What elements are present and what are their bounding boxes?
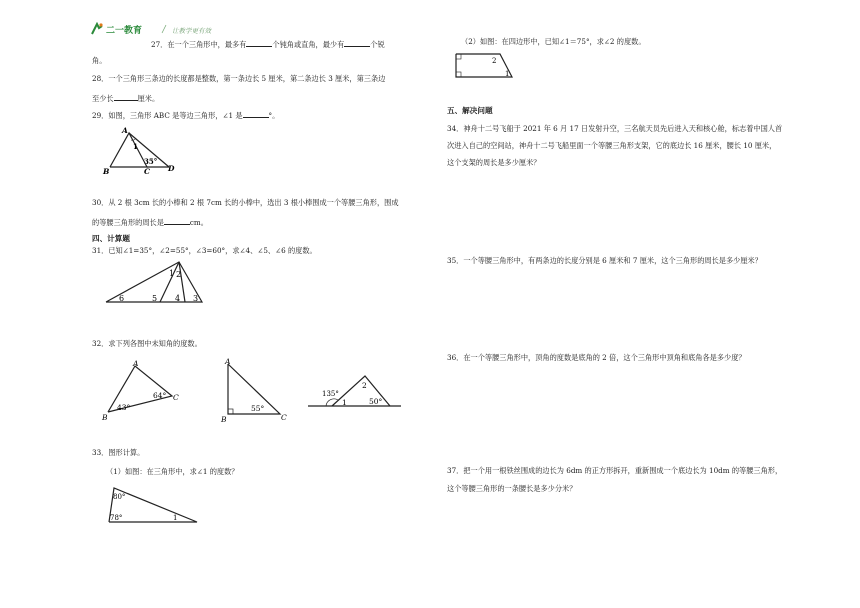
angle-icon: ∠ (222, 111, 229, 120)
label-C: C (144, 167, 150, 175)
angle-2: 2 (362, 381, 367, 390)
q37: 37．把一个用一根铁丝围成的边长为 6dm 的正方形拆开，重新围成一个底边长为 10dm 的等腰三角形， (447, 466, 783, 475)
q35: 35．一个等腰三角形中，有两条边的长度分别是 6 厘米和 7 厘米，这个三角形的周长是多少厘米？ (447, 256, 762, 265)
answer-blank[interactable] (164, 216, 190, 225)
header-slogan: 让教学更有效 (172, 27, 211, 35)
angle-4: 4 (175, 294, 181, 303)
q36: 36．在一个等腰三角形中，顶角的度数是底角的 2 倍，这个三角形中顶角和底角各是多少度？ (447, 353, 746, 362)
label-D: D (168, 164, 175, 173)
q32: 32．求下列各图中未知角的度数。 (92, 339, 202, 348)
answer-blank[interactable] (243, 109, 269, 118)
label-B: B (103, 167, 110, 175)
q33-part-2: （2）如图：在四边形中，已知∠1＝75°，求∠2 的度数。 (461, 37, 646, 46)
angle-78: 78° (110, 514, 123, 522)
q32-figure-2 (218, 356, 298, 422)
label-A: A (225, 357, 231, 366)
section-5-heading: 五、解决问题 (447, 106, 493, 115)
label-B: B (102, 413, 108, 420)
q33-figure-2 (452, 50, 522, 82)
label-A: A (133, 359, 139, 368)
q34-cont-1: 次进入自己的空间站，神舟十二号飞船里面一个等腰三角形支架，它的底边长 16 厘米，腰长 10 厘米， (447, 141, 777, 150)
label-B: B (221, 415, 227, 422)
angle-55: 55° (251, 404, 265, 413)
angle-1: 1 (169, 269, 175, 278)
label-C: C (281, 413, 287, 422)
q28-cont: 至少长 厘米。 (92, 94, 160, 103)
header-logo (90, 22, 154, 36)
logo-text: 二一教育 (106, 26, 143, 36)
angle-1: 1 (505, 70, 510, 78)
answer-blank[interactable] (246, 38, 272, 47)
q30-cont: 的等腰三角形的周长是 cm。 (92, 218, 208, 227)
label-C: C (173, 393, 179, 402)
q32-figure-1 (100, 358, 185, 420)
q34-cont-2: 这个支架的周长是多少厘米？ (447, 158, 541, 167)
q31: 31．已知∠1=35°，∠2=55°，∠3=60°，求∠4、∠5、∠6 的度数。 (92, 246, 317, 255)
q33-part-1: （1）如图：在三角形中，求∠1 的度数？ (106, 467, 239, 476)
q33: 33．图形计算。 (92, 448, 145, 457)
angle-43: 43° (117, 403, 131, 412)
angle-50: 50° (369, 397, 383, 406)
q30: 30．从 2 根 3cm 长的小棒和 2 根 7cm 长的小棒中，选出 3 根小棒围成一个等腰三角形，围成 (92, 198, 399, 207)
header-divider-icon (160, 24, 168, 34)
q29-figure (100, 125, 180, 175)
q29: 29．如图，三角形 ABC 是等边三角形，∠1 是 °。 (92, 111, 280, 120)
q37-cont: 这个等腰三角形的一条腰长是多少分米？ (447, 484, 577, 493)
label-A: A (122, 126, 128, 135)
angle-1: 1 (342, 398, 347, 407)
angle-135: 135° (322, 390, 339, 398)
angle-64: 64° (153, 391, 167, 400)
angle-35: 35° (144, 157, 158, 166)
q28: 28．一个三角形三条边的长度都是整数，第一条边长 5 厘米，第二条边长 3 厘米，第三条边 (92, 74, 386, 83)
q32-figure-3 (306, 370, 406, 414)
angle-6: 6 (119, 294, 125, 303)
angle-2: 2 (176, 270, 182, 279)
angle-2: 2 (492, 57, 497, 65)
q27-cont: 角。 (92, 56, 107, 65)
angle-5: 5 (152, 294, 158, 303)
q33-figure-1 (103, 482, 203, 528)
answer-blank[interactable] (114, 92, 138, 101)
q34: 34．神舟十二号飞船于 2021 年 6 月 17 日发射升空，三名航天员先后进入天和核心舱，标志着中国人首 (447, 124, 783, 133)
q31-figure (102, 258, 212, 306)
section-4-heading: 四、计算题 (92, 234, 130, 243)
q27: 27．在一个三角形中，最多有 个钝角或直角，最少有 个锐 (151, 40, 385, 49)
angle-3: 3 (193, 294, 199, 303)
angle-1: 1 (173, 514, 178, 522)
angle-1: 1 (133, 142, 138, 151)
logo-icon (90, 22, 104, 36)
angle-80: 80° (113, 493, 126, 501)
answer-blank[interactable] (344, 38, 370, 47)
